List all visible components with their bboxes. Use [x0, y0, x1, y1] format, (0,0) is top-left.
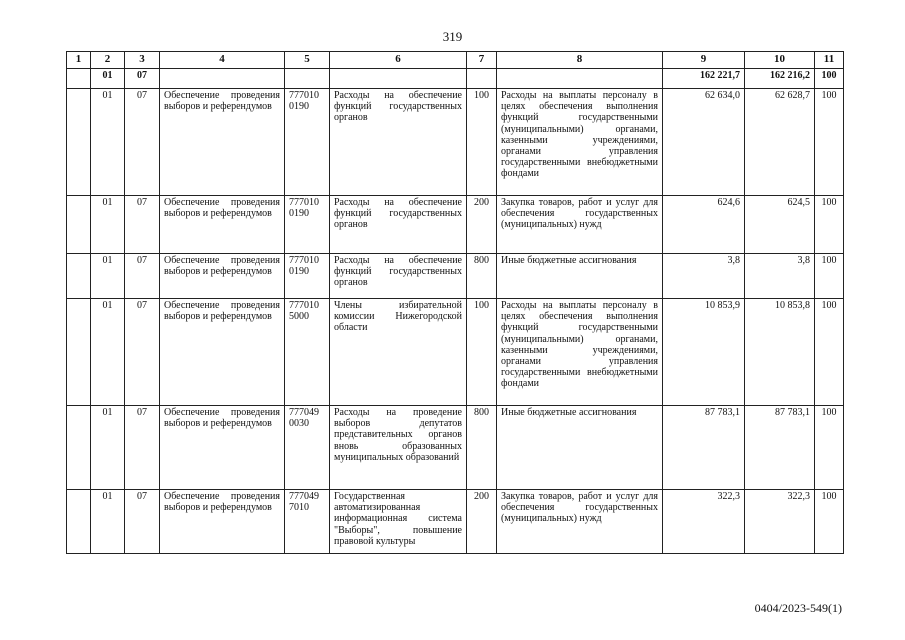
csr-name-cell: Расходы на проведение выборов депутатов представительных органов вновь образованных муниципальных образований — [330, 406, 467, 490]
column-header: 2 — [91, 52, 125, 69]
csr-cell: 777049 7010 — [285, 490, 330, 554]
table-row — [67, 196, 844, 254]
csr-cell: 777010 0190 — [285, 254, 330, 299]
column-header: 9 — [663, 52, 745, 69]
vr-name-cell: Иные бюджетные ассигнования — [497, 406, 663, 490]
plan-cell: 62 634,0 — [663, 89, 745, 196]
exec-cell: 10 853,8 — [745, 299, 815, 406]
pr-cell: 07 — [125, 299, 160, 406]
section-rz: 01 — [91, 69, 125, 89]
csr-cell: 777010 5000 — [285, 299, 330, 406]
table-row — [67, 89, 844, 196]
vr-name-cell: Закупка товаров, работ и услуг для обеспечения государственных (муниципальных) нужд — [497, 196, 663, 254]
pr-cell: 07 — [125, 254, 160, 299]
pr-cell: 07 — [125, 196, 160, 254]
csr-cell: 777049 0030 — [285, 406, 330, 490]
pct-cell: 100 — [815, 299, 844, 406]
name-cell: Обеспечение проведения выборов и референдумов — [160, 490, 285, 554]
exec-cell: 322,3 — [745, 490, 815, 554]
pr-cell: 07 — [125, 89, 160, 196]
pr-cell: 07 — [125, 406, 160, 490]
csr-name-cell: Расходы на обеспечение функций государственных органов — [330, 89, 467, 196]
header-row — [67, 52, 844, 69]
table-row — [67, 406, 844, 490]
table-row — [67, 299, 844, 406]
section-pct: 100 — [815, 69, 844, 89]
section-pr: 07 — [125, 69, 160, 89]
csr-cell: 777010 0190 — [285, 89, 330, 196]
vr-cell: 100 — [467, 299, 497, 406]
plan-cell: 624,6 — [663, 196, 745, 254]
pct-cell: 100 — [815, 254, 844, 299]
vr-name-cell: Расходы на выплаты персоналу в целях обеспечения выполнения функций государственными (муниципальными) органами, казенными учреждениями, органами управления государственными внебюджетными фондами — [497, 299, 663, 406]
column-header: 8 — [497, 52, 663, 69]
csr-cell: 777010 0190 — [285, 196, 330, 254]
budget-table — [66, 51, 844, 554]
rz-cell: 01 — [91, 254, 125, 299]
exec-cell: 87 783,1 — [745, 406, 815, 490]
vr-cell: 100 — [467, 89, 497, 196]
vr-cell: 200 — [467, 196, 497, 254]
section-exec: 162 216,2 — [745, 69, 815, 89]
plan-cell: 87 783,1 — [663, 406, 745, 490]
plan-cell: 10 853,9 — [663, 299, 745, 406]
section-row — [67, 69, 844, 89]
column-header: 3 — [125, 52, 160, 69]
rz-cell: 01 — [91, 89, 125, 196]
vr-cell: 800 — [467, 254, 497, 299]
table-row — [67, 254, 844, 299]
name-cell: Обеспечение проведения выборов и референдумов — [160, 89, 285, 196]
document-code: 0404/2023-549(1) — [754, 601, 842, 615]
vr-cell: 200 — [467, 490, 497, 554]
rz-cell: 01 — [91, 490, 125, 554]
csr-name-cell: Расходы на обеспечение функций государственных органов — [330, 254, 467, 299]
plan-cell: 322,3 — [663, 490, 745, 554]
exec-cell: 624,5 — [745, 196, 815, 254]
column-header: 6 — [330, 52, 467, 69]
rz-cell: 01 — [91, 406, 125, 490]
pr-cell: 07 — [125, 490, 160, 554]
vr-name-cell: Закупка товаров, работ и услуг для обеспечения государственных (муниципальных) нужд — [497, 490, 663, 554]
name-cell: Обеспечение проведения выборов и референдумов — [160, 299, 285, 406]
column-header: 7 — [467, 52, 497, 69]
column-header: 11 — [815, 52, 844, 69]
table-row — [67, 490, 844, 554]
csr-name-cell: Государственная автоматизированная информационная система "Выборы", повышение правовой культуры — [330, 490, 467, 554]
name-cell: Обеспечение проведения выборов и референдумов — [160, 196, 285, 254]
column-header: 1 — [67, 52, 91, 69]
vr-cell: 800 — [467, 406, 497, 490]
column-header: 10 — [745, 52, 815, 69]
plan-cell: 3,8 — [663, 254, 745, 299]
vr-name-cell: Иные бюджетные ассигнования — [497, 254, 663, 299]
exec-cell: 3,8 — [745, 254, 815, 299]
column-header: 4 — [160, 52, 285, 69]
vr-name-cell: Расходы на выплаты персоналу в целях обеспечения выполнения функций государственными (муниципальными) органами, казенными учреждениями, органами управления государственными внебюджетными фондами — [497, 89, 663, 196]
name-cell: Обеспечение проведения выборов и референдумов — [160, 406, 285, 490]
pct-cell: 100 — [815, 89, 844, 196]
pct-cell: 100 — [815, 196, 844, 254]
csr-name-cell: Расходы на обеспечение функций государственных органов — [330, 196, 467, 254]
name-cell: Обеспечение проведения выборов и референдумов — [160, 254, 285, 299]
pct-cell: 100 — [815, 490, 844, 554]
pct-cell: 100 — [815, 406, 844, 490]
page-number: 319 — [442, 29, 463, 44]
exec-cell: 62 628,7 — [745, 89, 815, 196]
section-plan: 162 221,7 — [663, 69, 745, 89]
rz-cell: 01 — [91, 299, 125, 406]
rz-cell: 01 — [91, 196, 125, 254]
csr-name-cell: Члены избирательной комиссии Нижегородской области — [330, 299, 467, 406]
column-header: 5 — [285, 52, 330, 69]
